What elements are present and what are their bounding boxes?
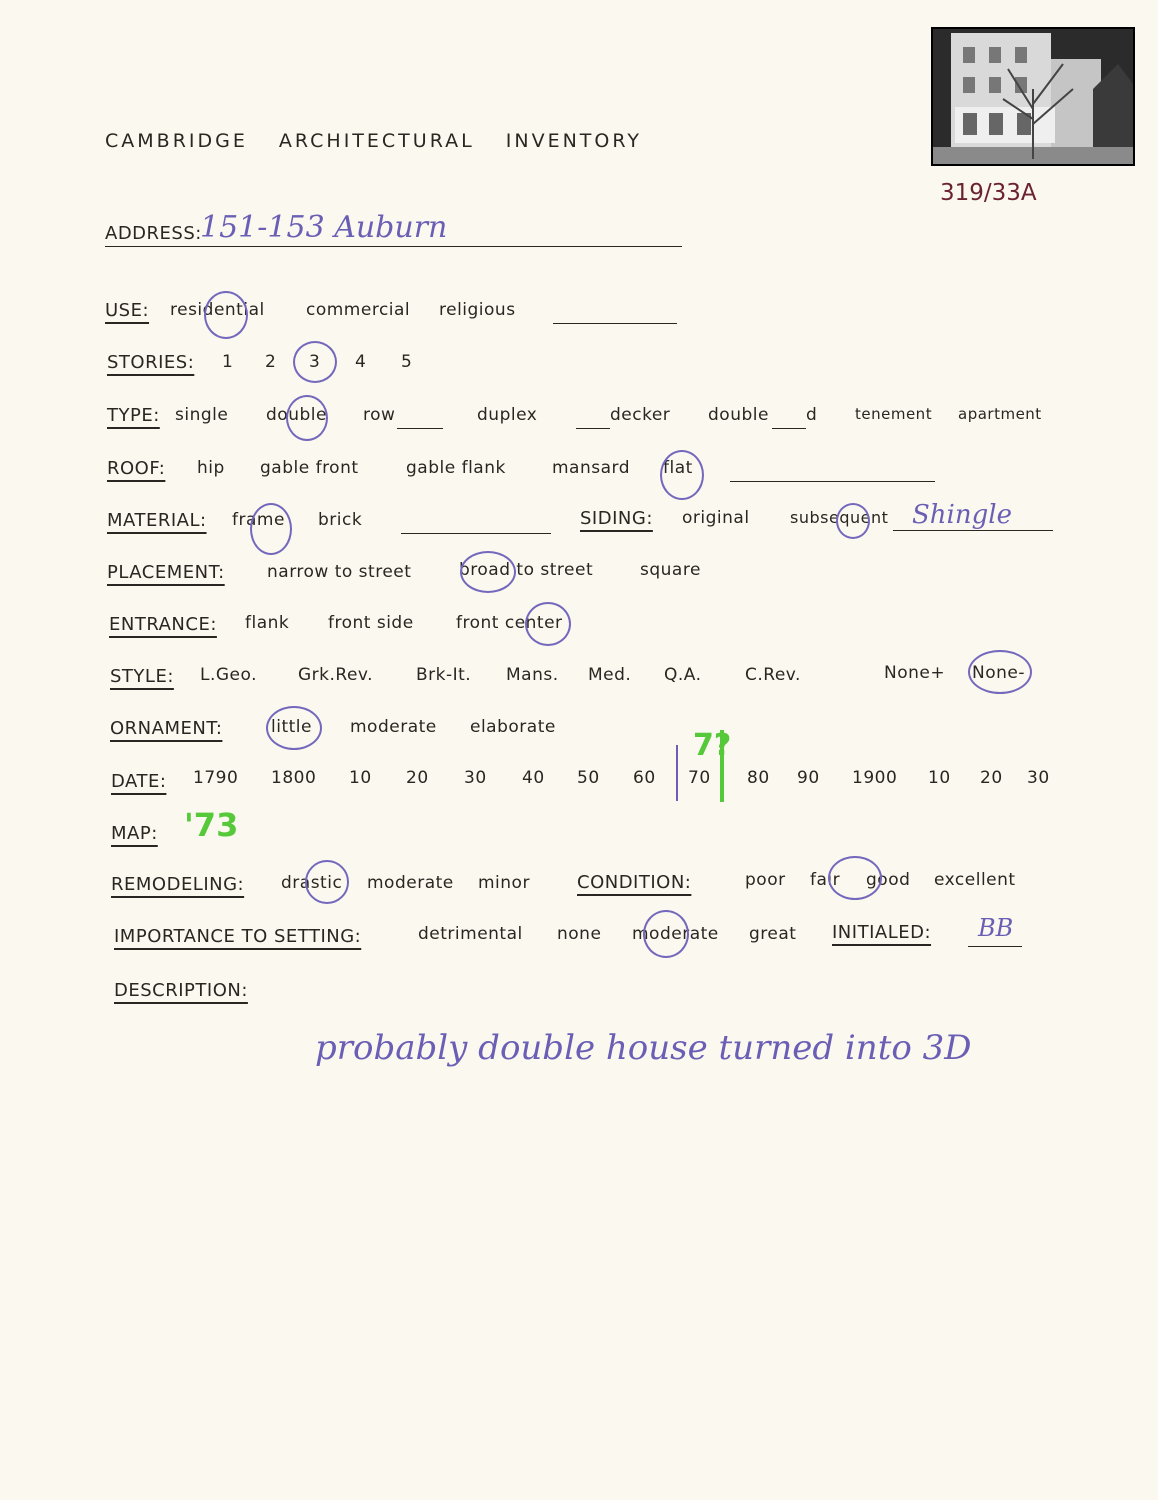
type-option-double-d: double	[708, 405, 769, 425]
use-option-commercial: commercial	[306, 300, 411, 320]
type-option-duplex: duplex	[477, 405, 538, 425]
stories-option-1: 1	[222, 352, 234, 372]
placement-option-narrow: narrow to street	[267, 562, 412, 582]
date-handwritten: 7?	[693, 728, 732, 763]
roof-label: ROOF:	[107, 458, 166, 479]
date-bracket-line	[676, 745, 678, 801]
description-text: probably double house turned into 3D	[315, 1028, 972, 1068]
style-option-mans: Mans.	[506, 665, 559, 685]
style-option-none-minus: None-	[972, 663, 1025, 683]
importance-option-none: none	[557, 924, 602, 944]
material-label: MATERIAL:	[107, 510, 207, 531]
date-option-1900: 1900	[852, 768, 898, 788]
date-option-1930: 30	[1027, 768, 1050, 788]
date-option-1920: 20	[980, 768, 1003, 788]
material-option-brick: brick	[318, 510, 363, 530]
initialed-value: BB	[978, 914, 1014, 942]
date-option-80: 80	[747, 768, 770, 788]
type-selection-circle	[286, 395, 328, 441]
ornament-label: ORNAMENT:	[110, 718, 223, 739]
date-option-1800: 1800	[271, 768, 317, 788]
form-title: CAMBRIDGE ARCHITECTURAL INVENTORY	[105, 130, 642, 152]
style-selection-circle	[968, 650, 1032, 694]
date-option-50: 50	[577, 768, 600, 788]
type-option-tenement: tenement	[855, 405, 933, 423]
date-option-20: 20	[406, 768, 429, 788]
use-option-residential: residential	[170, 300, 265, 320]
style-option-med: Med.	[588, 665, 632, 685]
material-option-frame: frame	[232, 510, 285, 530]
date-option-1910: 10	[928, 768, 951, 788]
style-option-grkrev: Grk.Rev.	[298, 665, 374, 685]
ornament-option-little: little	[271, 717, 312, 737]
remodeling-option-drastic: drastic	[281, 873, 343, 893]
stories-option-5: 5	[401, 352, 413, 372]
address-label: ADDRESS:	[105, 223, 202, 244]
importance-option-great: great	[749, 924, 797, 944]
type-option-row: row	[363, 405, 396, 425]
map-label: MAP:	[111, 823, 158, 844]
entrance-option-front-side: front side	[328, 613, 414, 633]
date-option-90: 90	[797, 768, 820, 788]
entrance-option-front-center: front center	[456, 613, 563, 633]
reference-number: 319/33A	[940, 180, 1037, 206]
siding-label: SIDING:	[580, 508, 653, 529]
condition-option-fair: fair	[810, 870, 841, 890]
remodeling-label: REMODELING:	[111, 874, 245, 895]
ornament-selection-circle	[266, 706, 322, 750]
condition-option-excellent: excellent	[934, 870, 1016, 890]
entrance-selection-circle	[525, 602, 571, 646]
style-option-lgeo: L.Geo.	[200, 665, 258, 685]
address-line	[105, 246, 682, 247]
type-option-d: d	[806, 405, 818, 425]
remodeling-selection-circle	[305, 860, 349, 904]
importance-label: IMPORTANCE TO SETTING:	[114, 926, 362, 947]
type-option-apartment: apartment	[958, 405, 1042, 423]
roof-option-gable-front: gable front	[260, 458, 359, 478]
remodeling-option-moderate: moderate	[367, 873, 454, 893]
initialed-line	[968, 946, 1022, 947]
type-decker-line	[576, 428, 610, 429]
stories-selection-circle	[293, 341, 337, 383]
condition-label: CONDITION:	[577, 872, 692, 893]
date-label: DATE:	[111, 771, 167, 792]
style-option-brkit: Brk-It.	[416, 665, 472, 685]
condition-option-poor: poor	[745, 870, 786, 890]
entrance-option-flank: flank	[245, 613, 290, 633]
importance-option-moderate: moderate	[632, 924, 719, 944]
date-option-60: 60	[633, 768, 656, 788]
material-selection-circle	[250, 503, 292, 555]
placement-label: PLACEMENT:	[107, 562, 225, 583]
house-photo-icon	[933, 29, 1133, 164]
importance-selection-circle	[643, 910, 689, 958]
siding-handwritten: Shingle	[912, 500, 1012, 530]
type-double-d-line	[772, 428, 806, 429]
siding-blank-line	[893, 530, 1053, 531]
entrance-label: ENTRANCE:	[109, 614, 217, 635]
material-blank-line	[401, 533, 551, 534]
roof-blank-line	[730, 481, 935, 482]
type-option-decker: decker	[610, 405, 671, 425]
type-option-single: single	[175, 405, 229, 425]
use-label: USE:	[105, 300, 150, 321]
type-option-double: double	[266, 405, 327, 425]
style-option-crev: C.Rev.	[745, 665, 801, 685]
condition-selection-circle	[828, 856, 882, 900]
address-value: 151-153 Auburn	[200, 210, 448, 245]
roof-option-gable-flank: gable flank	[406, 458, 506, 478]
style-label: STYLE:	[110, 666, 174, 687]
initialed-label: INITIALED:	[832, 922, 932, 943]
ornament-option-elaborate: elaborate	[470, 717, 556, 737]
importance-option-detrimental: detrimental	[418, 924, 523, 944]
date-option-70: 70	[688, 768, 711, 788]
style-option-qa: Q.A.	[664, 665, 702, 685]
placement-selection-circle	[460, 551, 516, 593]
stories-option-4: 4	[355, 352, 367, 372]
date-option-40: 40	[522, 768, 545, 788]
siding-option-subsequent: subsequent	[790, 508, 889, 527]
date-option-1790: 1790	[193, 768, 239, 788]
use-option-religious: religious	[439, 300, 516, 320]
roof-option-hip: hip	[197, 458, 225, 478]
use-blank-line	[553, 323, 677, 324]
roof-option-mansard: mansard	[552, 458, 631, 478]
ornament-option-moderate: moderate	[350, 717, 437, 737]
type-label: TYPE:	[107, 405, 160, 426]
date-option-10: 10	[349, 768, 372, 788]
use-selection-circle	[204, 291, 248, 339]
stories-option-2: 2	[265, 352, 277, 372]
stories-option-3: 3	[309, 352, 321, 372]
description-label: DESCRIPTION:	[114, 980, 248, 1001]
roof-option-flat: flat	[663, 458, 693, 478]
placement-option-broad: broad to street	[459, 560, 594, 580]
roof-selection-circle	[660, 450, 704, 500]
remodeling-option-minor: minor	[478, 873, 530, 893]
placement-option-square: square	[640, 560, 701, 580]
style-option-none-plus: None+	[884, 663, 946, 683]
building-photo	[931, 27, 1135, 166]
siding-option-original: original	[682, 508, 750, 528]
type-row-line	[397, 428, 443, 429]
date-option-30: 30	[464, 768, 487, 788]
stories-label: STORIES:	[107, 352, 195, 373]
map-handwritten: '73	[184, 806, 239, 844]
siding-selection-circle	[836, 503, 870, 539]
condition-option-good: good	[866, 870, 911, 890]
